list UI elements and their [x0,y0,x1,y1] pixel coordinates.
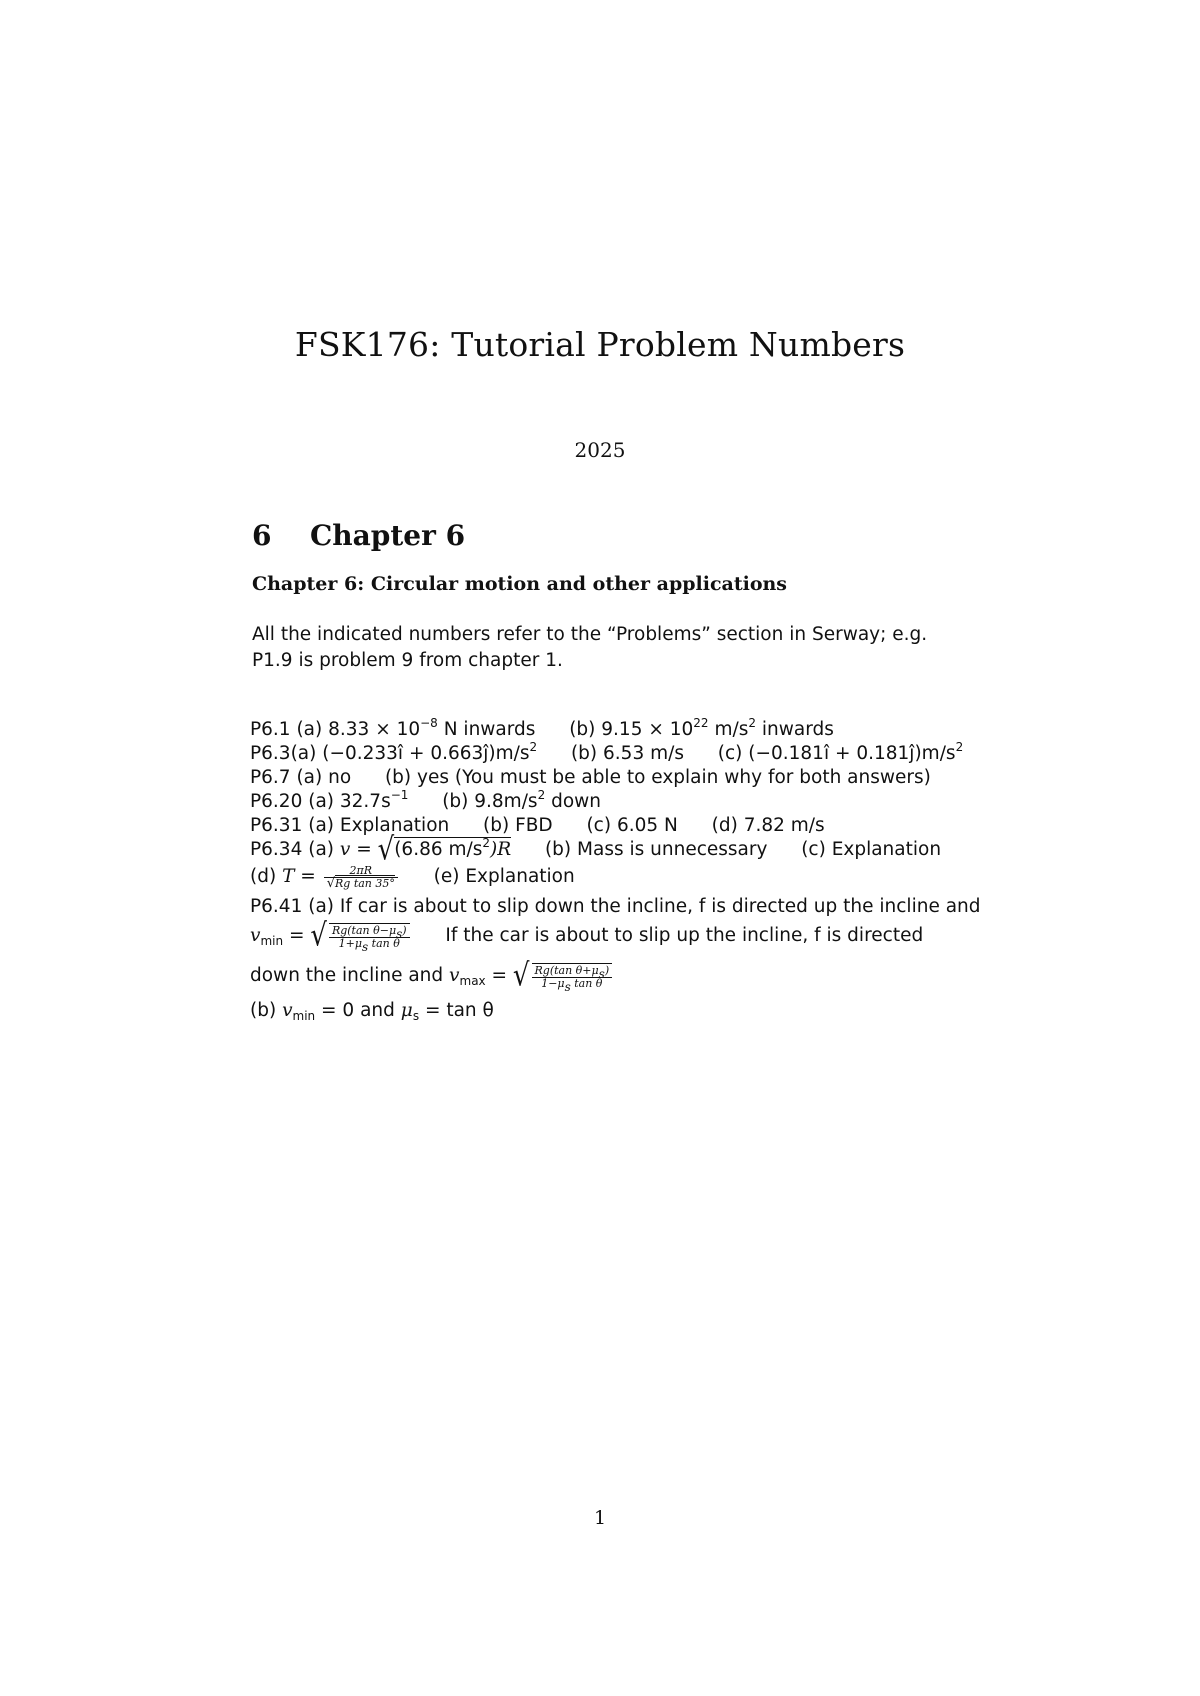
answer-p6-41-b: (b) $v_{min} = 0$ and $\mu_s = \tan \theta$ [250,1000,494,1023]
page-number: 1 [593,1507,607,1529]
answer-p6-7: P6.7 (a) no (b) yes (You must be able to explain why for both answers) [250,767,931,788]
answer-p6-1: P6.1 (a) $8.33 \times 10^{-8}$ N inwards (b) $9.15 \times 10^{22}$ $m/s^2$ inwards [250,716,834,740]
answer-p6-34-continued: (d) T = $\frac{2\pi R}{\text{√Rg tan 35°}}$ (e) Explanation [250,863,575,891]
answer-p6-34: P6.34 (a) v = √(6.86 $m/s^2)R$ (b) Mass is unnecessary (c) Explanation [250,832,942,868]
section-number: 6 [252,519,272,552]
answer-p6-3: P6.3(a) (−0.233î + $0.663ĵ)m/s^2$ (b) 6.53 m/s (c) (−0.181î + $0.181ĵ)m/s^2$ [250,740,964,764]
sqrt-icon: √ [512,958,530,994]
answer-p6-41: P6.41 (a) If car is about to slip down the incline, f is directed up the incline and [250,896,981,917]
document-date: 2025 [574,438,626,462]
section-heading [252,519,465,552]
sqrt-icon: √ [310,918,327,954]
answer-p6-41-vmin: $v_{min}$ = √ $\frac{Rg(\tan \theta-\mu_s)}{1+\mu_s \tan \theta}$ If the car is about to slip up the incline, f is directed [250,919,962,959]
answer-p6-41-vmax: down the incline and $v_{max}$ = √ $\frac{Rg(\tan \theta+\mu_s)}{1-\mu_s \tan \theta}$ [250,959,962,999]
answer-p6-31: P6.31 (a) Explanation (b) FBD (c) 6.05 N (d) 7.82 m/s [250,815,825,836]
subsection-heading: Chapter 6: Circular motion and other applications [252,573,788,595]
intro-paragraph: All the indicated numbers refer to the “Problems” section in Serway; e.g. P1.9 is problem 9 from chapter 1. [252,624,928,671]
fraction-vmax: $\frac{Rg(\tan \theta+\mu_s)}{1-\mu_s \tan \theta}$ [532,963,613,990]
answer-list [250,716,981,1023]
document-title: FSK176: Tutorial Problem Numbers [294,325,906,364]
fraction-vmin: $\frac{Rg(\tan \theta-\mu_s)}{1+\mu_s \tan \theta}$ [329,923,410,950]
fraction-T: $\frac{2\pi R}{\text{√Rg tan 35°}}$ [324,865,398,890]
section-title: Chapter 6 [310,519,466,552]
answer-p6-20: P6.20 (a) $32.7s^{-1}$ (b) $9.8m/s^2$ down [250,788,602,812]
sqrt-icon: √ [377,832,395,868]
